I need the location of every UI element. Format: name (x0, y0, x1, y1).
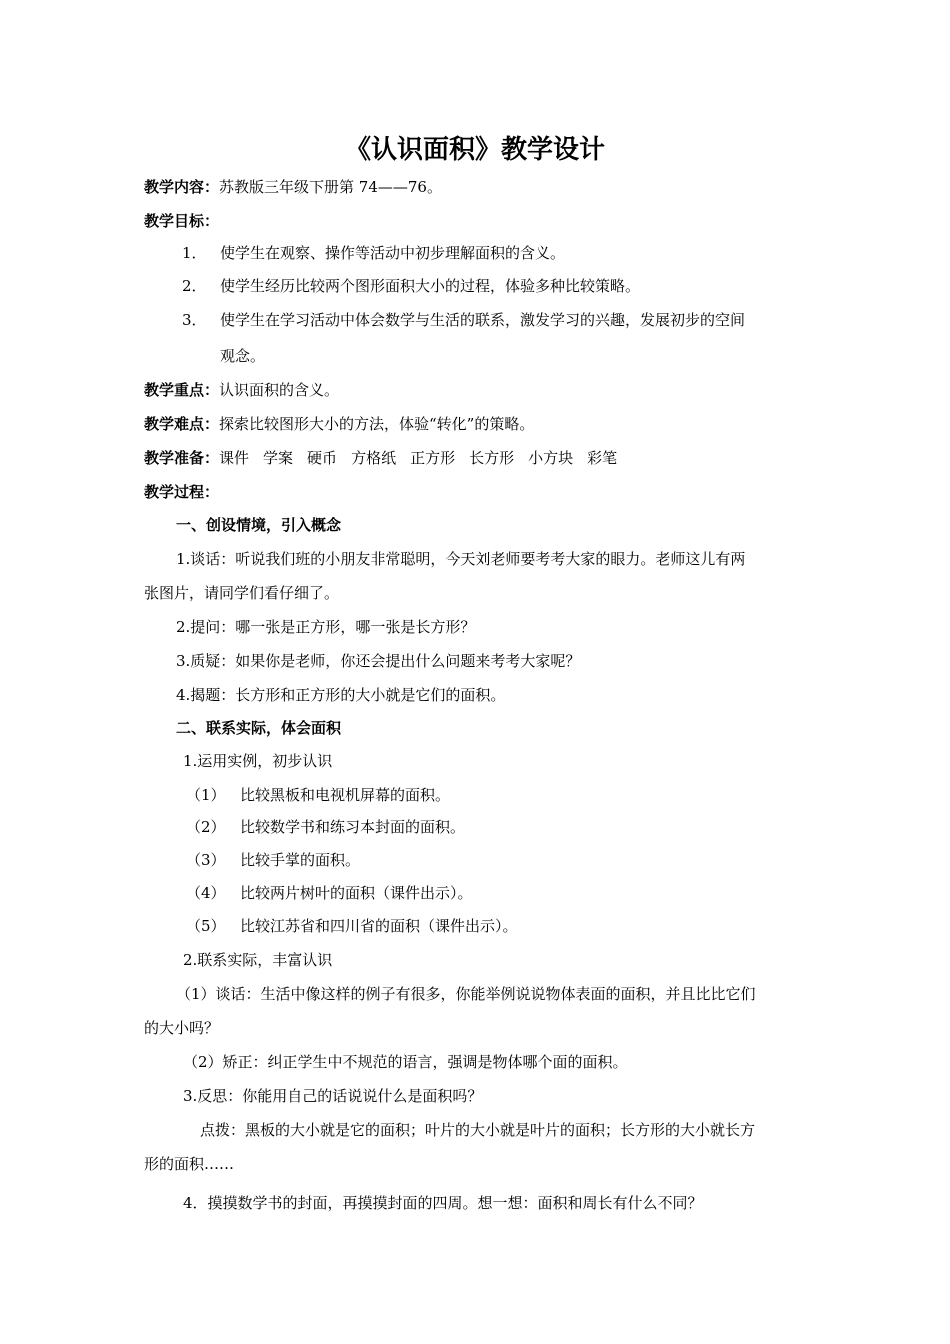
item-text: 比较手掌的面积。 (240, 851, 361, 869)
difficulty-label: 教学难点： (144, 415, 220, 433)
preparation-label: 教学准备： (144, 449, 220, 467)
paragraph-line: 1.运用实例，初步认识 (183, 752, 333, 770)
paragraph-line: 4.揭题：长方形和正方形的大小就是它们的面积。 (176, 686, 506, 704)
content-label: 教学内容： (144, 178, 220, 196)
prep-item: 小方块 (528, 449, 574, 467)
document-title: 《认识面积》教学设计 (344, 135, 605, 165)
paragraph-line: （1）谈话：生活中像这样的例子有很多，你能举例说说物体表面的面积，并且比比它们 (176, 985, 756, 1003)
item-number: （4） (186, 884, 226, 902)
goal-item (182, 309, 745, 331)
key-point-value: 认识面积的含义。 (219, 381, 340, 399)
goal-item (182, 275, 640, 297)
prep-item: 课件 (219, 449, 250, 467)
list-item (186, 882, 473, 904)
prep-item: 学案 (263, 449, 294, 467)
goals-label: 教学目标： (144, 212, 220, 230)
paragraph-line: 张图片，请同学们看仔细了。 (144, 584, 340, 602)
content-line (144, 176, 442, 198)
item-text: 比较数学书和练习本封面的面积。 (240, 818, 466, 836)
goal-text: 使学生在学习活动中体会数学与生活的联系，激发学习的兴趣，发展初步的空间 (220, 311, 746, 329)
content-value: 苏教版三年级下册第 74——76。 (219, 178, 442, 196)
key-point-label: 教学重点： (144, 381, 220, 399)
prep-item: 长方形 (469, 449, 515, 467)
item-text: 比较江苏省和四川省的面积（课件出示）。 (240, 917, 518, 935)
paragraph-line: 2.联系实际，丰富认识 (183, 951, 333, 969)
paragraph-line: 的大小吗？ (144, 1019, 220, 1037)
list-item (186, 784, 450, 806)
prep-item: 硬币 (307, 449, 338, 467)
prep-item: 彩笔 (587, 449, 618, 467)
item-number: （5） (186, 917, 226, 935)
difficulty-line (144, 413, 534, 435)
section-heading: 一、创设情境，引入概念 (176, 516, 342, 534)
difficulty-value: 探索比较图形大小的方法，体验“转化”的策略。 (219, 415, 535, 433)
paragraph-line: 4．摸摸数学书的封面，再摸摸封面的四周。想一想：面积和周长有什么不同？ (183, 1194, 703, 1212)
paragraph-line: 形的面积…… (144, 1155, 235, 1173)
paragraph-line: 1.谈话：听说我们班的小朋友非常聪明，今天刘老师要考考大家的眼力。老师这儿有两 (176, 550, 746, 568)
item-text: 比较两片树叶的面积（课件出示）。 (240, 884, 473, 902)
goal-text: 使学生在观察、操作等活动中初步理解面积的含义。 (220, 244, 566, 262)
goal-number: 2． (182, 277, 207, 295)
paragraph-line: 3.质疑：如果你是老师，你还会提出什么问题来考考大家呢？ (176, 652, 581, 670)
prep-item: 正方形 (410, 449, 456, 467)
goal-text: 使学生经历比较两个图形面积大小的过程，体验多种比较策略。 (220, 277, 641, 295)
key-point-line (144, 379, 339, 401)
paragraph-line: 2.提问：哪一张是正方形，哪一张是长方形？ (176, 618, 476, 636)
list-item (186, 849, 360, 871)
goal-continuation: 观念。 (220, 347, 266, 365)
paragraph-line: 点拨：黑板的大小就是它的面积；叶片的大小就是叶片的面积；长方形的大小就长方 (200, 1121, 756, 1139)
item-number: （1） (186, 786, 226, 804)
goal-number: 1． (182, 244, 207, 262)
paragraph-line: （2）矫正：纠正学生中不规范的语言，强调是物体哪个面的面积。 (183, 1053, 628, 1071)
item-text: 比较黑板和电视机屏幕的面积。 (240, 786, 451, 804)
goal-number: 3． (182, 311, 207, 329)
process-label: 教学过程： (144, 483, 220, 501)
preparation-line (144, 447, 617, 469)
list-item (186, 915, 518, 937)
section-heading: 二、联系实际，体会面积 (176, 719, 342, 737)
item-number: （3） (186, 851, 226, 869)
prep-item: 方格纸 (351, 449, 397, 467)
item-number: （2） (186, 818, 226, 836)
goal-item (182, 242, 565, 264)
list-item (186, 816, 465, 838)
paragraph-line: 3.反思：你能用自己的话说说什么是面积吗？ (183, 1087, 483, 1105)
